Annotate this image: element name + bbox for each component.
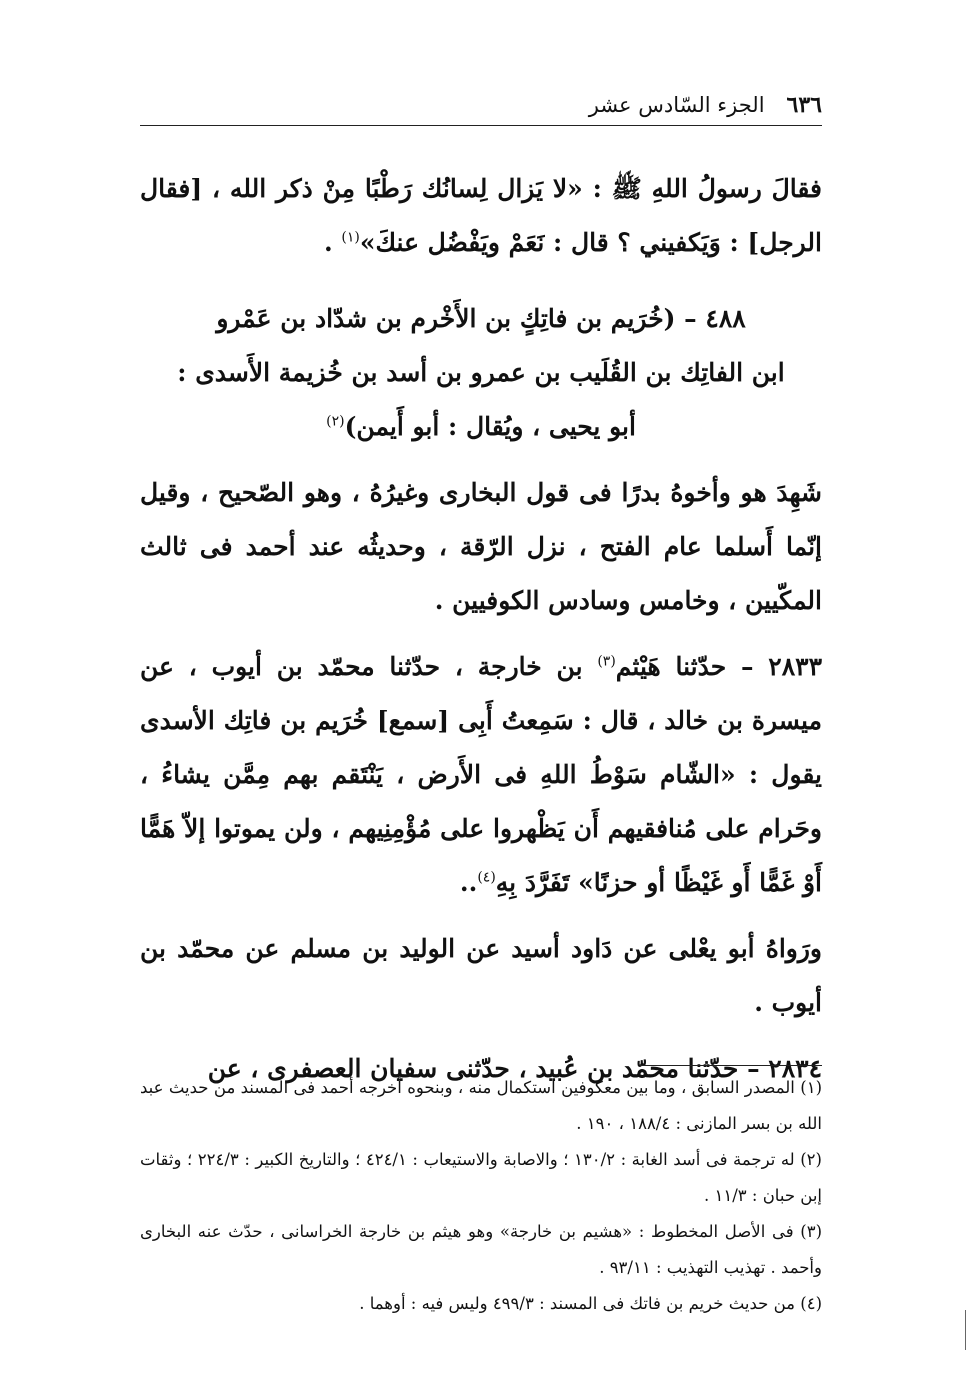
footnote-3: (٣) فى الأصل المخطوط : «هشيم بن خارجة» وهو هيثم بن خارجة الخراسانى ، حدّث عنه البخارى وأحمد . تهذيب التهذيب : ٩٣/١١ . [140,1222,822,1277]
entry-heading-line-1: ٤٨٨ – (خُرَيم بن فاتِكٍ بن الأَخْرم بن شدّاد بن عَمْرو [216,304,746,333]
entry-heading-line-2: ابن الفاتِك بن القُلَيب بن عمرو بن أسد بن خُزيمة الأَسدى : [177,358,785,387]
entry-heading-line-3: أبو يحيى ، ويُقال : أبو أَيمن) [344,412,636,441]
footnote-separator [640,1065,822,1066]
footnote-ref-2: (٢) [326,413,345,430]
footnote-1: (١) المصدر السابق ، وما بين معكوفين استكمال منه ، وبنحوه أخرجه أحمد فى المسند من حديث عبد الله بن بسر المازنى : ١٨٨/٤ ، ١٩٠ . [140,1078,822,1133]
hadith-2833-text: بن خارجة ، حدّثنا محمّد بن أيوب ، عن ميسرة بن خالد ، قال : سَمِعتُ أَبِى [سمع] خُرَيم بن فاتِك الأسدى يقول : «الشّام سَوْطُ اللهِ فى الأَرض ، يَنْتَقم بهم مِمَّن يشاءُ ، وحَرام على مُنافقيهم أَن يَظْهروا على مُؤْمِنِيهم ، ولن يموتوا إلاّ هَمًّا أَوْ غَمًّا أَو غَيْظًا أو حزنًا» تَفَرَّدَ بِهِ [140,652,822,897]
hadith-number-2833: ٢٨٣٣ – حدّثنا هَيْثم [615,652,822,681]
paragraph-text: فقالَ رسولُ اللهِ ﷺ : «لا يَزال لِسانُك رَطْبًا مِنْ ذكر الله ، [فقال الرجل] : وَيَكفيني ؟ قال : نَعَمْ ويَفْضُل عنكَ» [140,174,822,257]
paragraph-end: . [323,228,342,257]
main-text [140,162,822,1096]
scan-edge-mark [965,1310,967,1350]
footnote-ref-4: (٤) [477,869,496,886]
paragraph-hadith-2833 [140,640,822,910]
running-title: الجزء السّادس عشر [588,93,765,117]
page-header [140,92,822,122]
paragraph-hadith-2834: ٢٨٣٤ – حدّثنا محمّد بن عُبيد ، حدّثنى سفيان العصفرى ، عن [207,1054,822,1083]
footnote-ref-3: (٣) [597,653,616,670]
footnotes [140,1070,822,1322]
footnote-ref-1: (١) [341,229,360,246]
paragraph-narration-note: ورَواهُ أبو يعْلى عن دَاود أسيد عن الوليد بن مسلم عن محمّد بن أيوب . [140,934,822,1017]
footnote-2: (٢) له ترجمة فى أسد الغابة : ١٣٠/٢ ؛ والاصابة والاستيعاب : ٤٢٤/١ ؛ والتاريخ الكبير : ٢٢٤/٣ ؛ وثقات إبن حبان : ١١/٣ . [140,1150,822,1205]
paragraph-biography: شَهِدَ هو وأخوهُ بدرًا فى قول البخارى وغيرُهُ ، وهو الصّحيح ، وقيل إنّما أَسلما عام الفتح ، نزل الرّقة ، وحديثُه عند أحمد فى ثالث المكّيين ، وخامس وسادس الكوفيين . [140,478,822,615]
page-number: ٦٣٦ [786,92,822,118]
entry-heading [140,292,822,454]
hadith-2833-end: .. [459,868,478,897]
header-rule [140,125,822,126]
footnote-4: (٤) من حديث خريم بن فاتك فى المسند : ٤٩٩/٣ وليس فيه : أوهما . [359,1294,822,1313]
paragraph-hadith-continuation [140,162,822,270]
